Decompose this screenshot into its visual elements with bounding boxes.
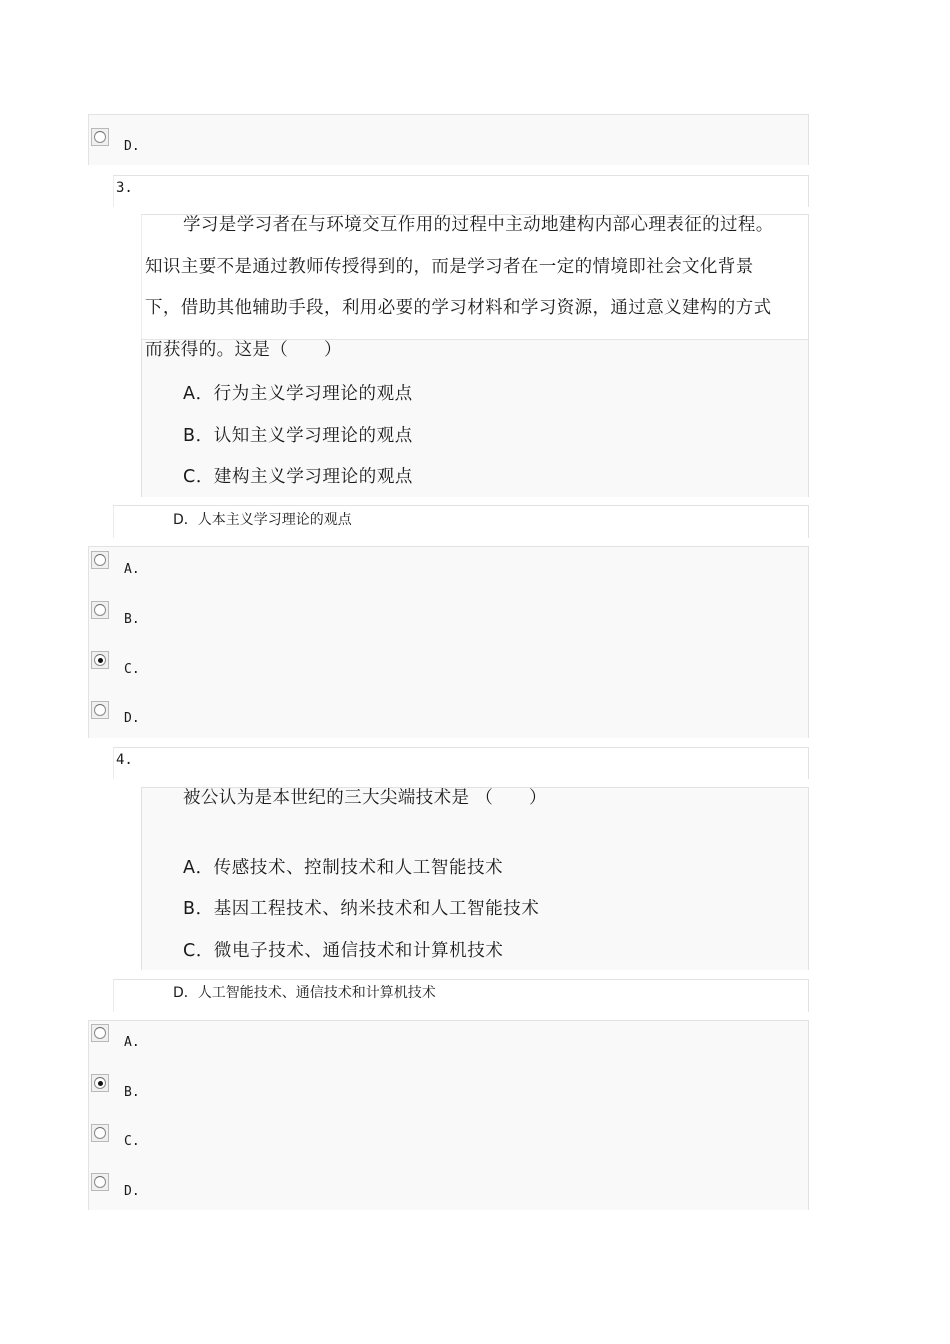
q3-number: 3.	[116, 180, 133, 196]
q3-stem-line-3: 下，借助其他辅助手段，利用必要的学习材料和学习资源，通过意义建构的方式	[145, 298, 772, 318]
q4-choice-c: C．微电子技术、通信技术和计算机技术	[183, 941, 504, 961]
q4-option-c-label[interactable]: C.	[124, 1134, 140, 1149]
q3-stem-line-4: 而获得的。这是（ ）	[145, 340, 342, 360]
q3-options-panel	[88, 546, 809, 738]
q4-option-a-label[interactable]: A.	[124, 1035, 140, 1050]
q4-option-d-label[interactable]: D.	[124, 1184, 140, 1199]
q4-option-b-label[interactable]: B.	[124, 1085, 140, 1100]
q3-option-a-label[interactable]: A.	[124, 562, 140, 577]
q3-option-c-label[interactable]: C.	[124, 662, 140, 677]
q4-stem: 被公认为是本世纪的三大尖端技术是 （ ）	[183, 788, 547, 808]
q4-options-panel	[88, 1020, 809, 1210]
q4-choice-d: D．人工智能技术、通信技术和计算机技术	[173, 985, 436, 1001]
q4-number-bar	[113, 747, 809, 779]
q4-choice-a: A．传感技术、控制技术和人工智能技术	[183, 858, 504, 878]
q4-choice-b: B．基因工程技术、纳米技术和人工智能技术	[183, 899, 540, 919]
q3-stem-line-1: 学习是学习者在与环境交互作用的过程中主动地建构内部心理表征的过程。	[183, 215, 774, 235]
q4-option-a-radio[interactable]	[91, 1024, 109, 1042]
q3-option-c-radio[interactable]	[91, 651, 109, 669]
q3-option-a-radio[interactable]	[91, 551, 109, 569]
q4-option-d-radio[interactable]	[91, 1173, 109, 1191]
q2-options-panel	[88, 114, 809, 165]
q3-option-d-radio[interactable]	[91, 701, 109, 719]
q3-number-bar	[113, 175, 809, 207]
q3-option-b-radio[interactable]	[91, 601, 109, 619]
q4-option-b-radio[interactable]	[91, 1074, 109, 1092]
q3-choice-a: A．行为主义学习理论的观点	[183, 384, 413, 404]
q3-option-d-label[interactable]: D.	[124, 711, 140, 726]
q3-choice-c: C．建构主义学习理论的观点	[183, 467, 414, 487]
q3-option-b-label[interactable]: B.	[124, 612, 140, 627]
q3-choice-b: B．认知主义学习理论的观点	[183, 426, 413, 446]
q2-option-d-radio[interactable]	[91, 128, 109, 146]
q4-option-c-radio[interactable]	[91, 1124, 109, 1142]
q4-number: 4.	[116, 752, 133, 768]
q3-stem-line-2: 知识主要不是通过教师传授得到的，而是学习者在一定的情境即社会文化背景	[145, 257, 754, 277]
q2-option-d-label[interactable]: D.	[124, 139, 140, 154]
q3-choice-d: D．人本主义学习理论的观点	[173, 512, 352, 528]
